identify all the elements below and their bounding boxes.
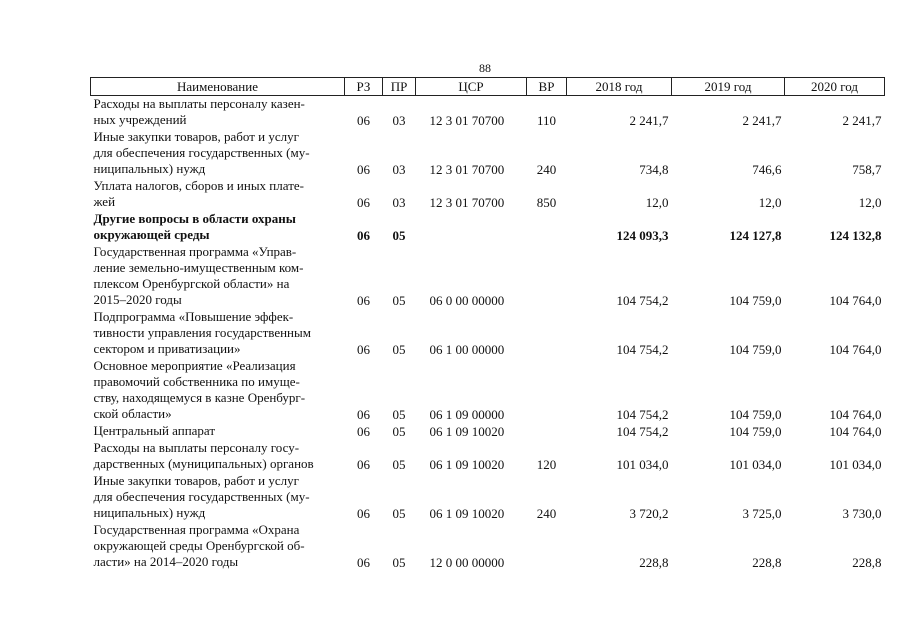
cell-rz: 06 [357,195,370,210]
cell-y2018: 104 754,2 [616,342,669,357]
header-row [91,78,885,96]
cell-csr: 06 1 09 10020 [429,457,505,472]
cell-y2020: 228,8 [852,555,882,570]
cell-rz: 06 [357,113,370,128]
page-number: 88 [479,61,491,75]
cell-rz: 06 [357,555,370,570]
cell-vr: 120 [536,457,557,472]
cell-y2018: 734,8 [639,162,669,177]
cell-csr: 12 3 01 70700 [429,195,505,210]
row-name [91,440,345,473]
cell-vr: 850 [536,195,557,210]
cell-y2019: 104 759,0 [729,407,782,422]
cell-pr: 05 [392,555,406,570]
cell-vr: 240 [536,506,557,521]
cell-y2018: 101 034,0 [616,457,669,472]
cell-y2020: 12,0 [858,195,882,210]
row-name-line: Иные закупки товаров, работ и услуг [93,129,299,144]
cell-pr: 05 [392,293,406,308]
table-row [91,522,885,571]
cell-pr: 03 [392,162,406,177]
cell-vr: 110 [536,113,557,128]
table-row [91,423,885,440]
cell-pr: 03 [392,113,406,128]
row-name [91,211,345,244]
table-row [91,178,885,211]
row-name [91,473,345,522]
cell-y2019: 104 759,0 [729,342,782,357]
cell-csr: 12 0 00 00000 [429,555,505,570]
cell-csr: 06 1 09 10020 [429,424,505,439]
cell-y2018: 228,8 [639,555,669,570]
cell-y2019: 3 725,0 [742,506,782,521]
cell-vr: 240 [536,162,557,177]
cell-pr: 05 [392,228,406,243]
cell-vr [527,244,567,309]
header-2020: 2020 год [785,78,885,96]
header-2019: 2019 год [672,78,785,96]
table-row [91,244,885,309]
cell-vr [527,358,567,423]
row-name-line: окружающей среды [93,227,210,242]
cell-rz: 06 [357,228,370,243]
table-row [91,358,885,423]
cell-y2018: 2 241,7 [629,113,669,128]
cell-y2020: 104 764,0 [829,424,882,439]
cell-y2018: 124 093,3 [616,228,669,243]
budget-table [90,77,885,571]
cell-rz: 06 [357,424,370,439]
cell-csr: 06 1 09 00000 [429,407,505,422]
cell-csr: 06 1 09 10020 [429,506,505,521]
cell-y2018: 104 754,2 [616,293,669,308]
row-name-line: Центральный аппарат [93,423,216,438]
cell-vr [527,423,567,440]
row-name-line: дарственных (муниципальных) органов [93,456,314,471]
cell-y2019: 746,6 [752,162,782,177]
row-name-line: Другие вопросы в области охраны [93,211,296,226]
cell-vr [527,522,567,571]
row-name-line: ству, находящемуся в казне Оренбург- [93,390,306,405]
cell-y2019: 104 759,0 [729,293,782,308]
cell-csr: 06 1 00 00000 [429,342,505,357]
cell-y2020: 104 764,0 [829,407,882,422]
row-name-line: Расходы на выплаты персоналу казен- [93,96,305,111]
row-name-line: тивности управления государственным [93,325,311,340]
table-header [91,78,885,96]
cell-y2019: 228,8 [752,555,782,570]
row-name [91,178,345,211]
row-name-line: Иные закупки товаров, работ и услуг [93,473,299,488]
cell-vr [527,309,567,358]
row-name [91,309,345,358]
cell-pr: 05 [392,407,406,422]
row-name-line: ниципальных) нужд [93,161,206,176]
cell-pr: 05 [392,424,406,439]
row-name-line: ласти» на 2014–2020 годы [93,554,239,569]
cell-y2019: 12,0 [758,195,782,210]
row-name [91,522,345,571]
row-name-line: ление земельно-имущественным ком- [93,260,304,275]
row-name-line: 2015–2020 годы [93,292,182,307]
table-row [91,473,885,522]
row-name-line: Подпрограмма «Повышение эффек- [93,309,294,324]
cell-y2020: 758,7 [852,162,882,177]
row-name-line: для обеспечения государственных (му- [93,145,310,160]
table-body [91,96,885,572]
row-name-line: Государственная программа «Управ- [93,244,297,259]
cell-rz: 06 [357,506,370,521]
row-name-line: Государственная программа «Охрана [93,522,300,537]
row-name-line: окружающей среды Оренбургской об- [93,538,305,553]
cell-y2019: 101 034,0 [729,457,782,472]
row-name-line: правомочий собственника по имуще- [93,374,300,389]
header-csr: ЦСР [416,78,527,96]
table-row [91,96,885,130]
row-name [91,358,345,423]
cell-pr: 03 [392,195,406,210]
row-name-line: Основное мероприятие «Реализация [93,358,296,373]
row-name [91,129,345,178]
header-2018: 2018 год [567,78,672,96]
cell-y2019: 2 241,7 [742,113,782,128]
cell-y2020: 124 132,8 [829,228,882,243]
cell-y2020: 104 764,0 [829,293,882,308]
cell-y2019: 104 759,0 [729,424,782,439]
cell-y2020: 2 241,7 [842,113,882,128]
cell-rz: 06 [357,407,370,422]
cell-csr [416,211,527,244]
header-name: Наименование [91,78,345,96]
header-rz: РЗ [345,78,383,96]
header-pr: ПР [383,78,416,96]
row-name-line: жей [93,194,116,209]
cell-rz: 06 [357,457,370,472]
row-name-line: Уплата налогов, сборов и иных плате- [93,178,304,193]
cell-csr: 12 3 01 70700 [429,162,505,177]
cell-y2018: 12,0 [645,195,669,210]
cell-csr: 12 3 01 70700 [429,113,505,128]
row-name-line: ской области» [93,406,172,421]
cell-rz: 06 [357,293,370,308]
cell-y2019: 124 127,8 [729,228,782,243]
row-name [91,423,345,440]
row-name-line: для обеспечения государственных (му- [93,489,310,504]
cell-vr [527,211,567,244]
cell-y2018: 104 754,2 [616,424,669,439]
row-name-line: плексом Оренбургской области» на [93,276,290,291]
table-row [91,129,885,178]
cell-y2018: 104 754,2 [616,407,669,422]
cell-pr: 05 [392,457,406,472]
row-name [91,244,345,309]
table-row [91,440,885,473]
row-name-line: ниципальных) нужд [93,505,206,520]
row-name [91,96,345,130]
cell-pr: 05 [392,342,406,357]
cell-csr: 06 0 00 00000 [429,293,505,308]
cell-y2018: 3 720,2 [629,506,669,521]
header-vr: ВР [527,78,567,96]
table-row [91,309,885,358]
cell-y2020: 3 730,0 [842,506,882,521]
row-name-line: ных учреждений [93,112,187,127]
row-name-line: Расходы на выплаты персоналу госу- [93,440,300,455]
cell-y2020: 101 034,0 [829,457,882,472]
cell-rz: 06 [357,162,370,177]
cell-rz: 06 [357,342,370,357]
table-row [91,211,885,244]
cell-y2020: 104 764,0 [829,342,882,357]
row-name-line: сектором и приватизации» [93,341,241,356]
cell-pr: 05 [392,506,406,521]
